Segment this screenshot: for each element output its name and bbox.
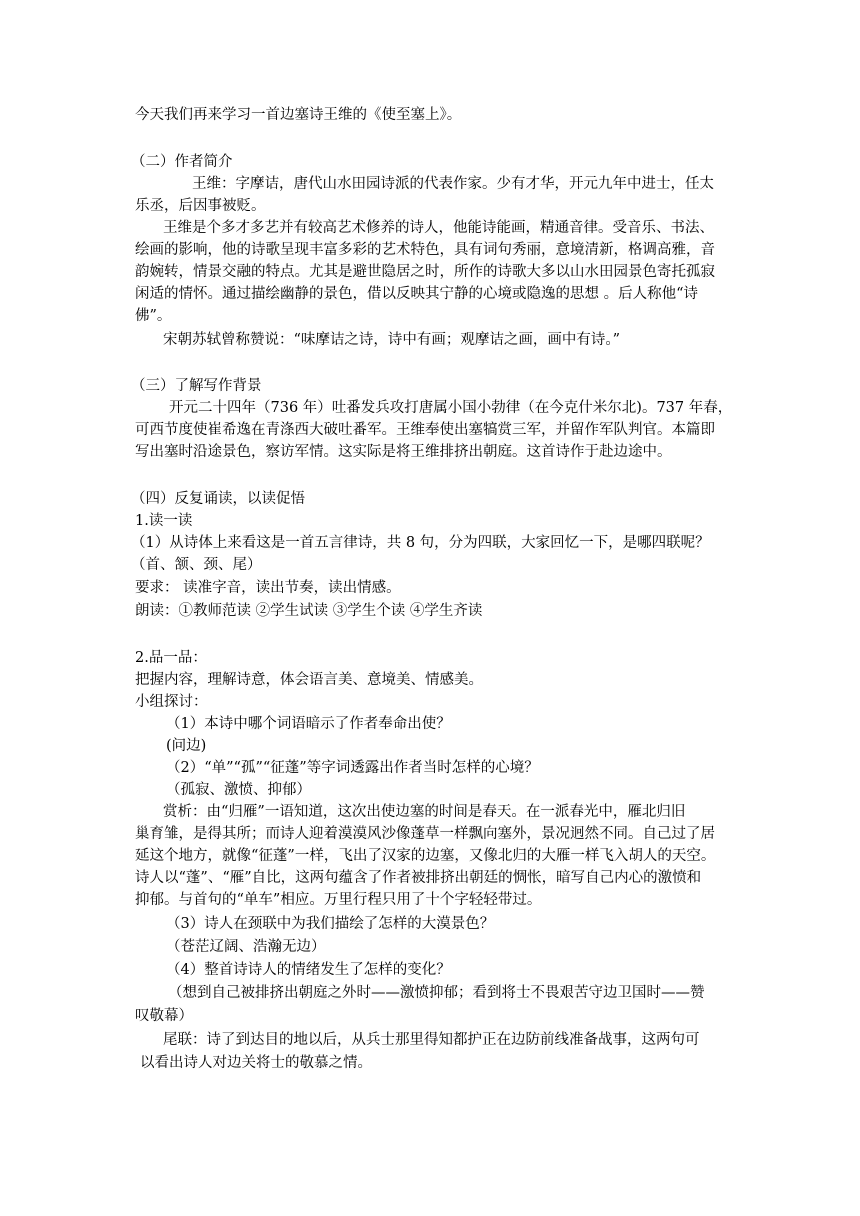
section-3-heading: （三）了解写作背景 <box>131 378 262 394</box>
author-style-line: 绘画的影响，他的诗歌呈现丰富多彩的艺术特色，具有词句秀丽，意境清新，格调高雅，音 <box>135 242 715 258</box>
analysis-line: 诗人以“蓬”、“雁”自比，这两句蕴含了作者被排挤出朝廷的惆怅，暗写自己内心的激愤和 <box>135 870 702 886</box>
section-4-heading: （四）反复诵读，以读促悟 <box>131 491 305 507</box>
author-style-line: 王维是个多才多艺并有较高艺术修养的诗人，他能诗能画，精通音律。受音乐、书法、 <box>163 220 714 236</box>
su-shi-quote: 宋朝苏轼曾称赞说：“味摩诘之诗，诗中有画；观摩诘之画，画中有诗。” <box>163 332 621 348</box>
background-line: 写出塞时沿途景色，察访军情。这实际是将王维排挤出朝庭。这首诗作于赴边途中。 <box>135 444 672 460</box>
author-intro-line: 乐丞，后因事被贬。 <box>135 198 266 214</box>
section-2-heading: （二）作者简介 <box>131 154 233 170</box>
question-4: （4）整首诗诗人的情绪发生了怎样的变化？ <box>166 962 451 978</box>
intro-text: 今天我们再来学习一首边塞诗王维的《使至塞上》。 <box>135 107 462 123</box>
read-requirement: 要求： 读准字音，读出节奏，读出情感。 <box>135 580 401 596</box>
analysis-line: 延这个地方，就像“征蓬”一样，飞出了汉家的边塞，又像北归的大雁一样飞入胡人的天空。 <box>135 848 716 864</box>
author-style-line: 佛”。 <box>135 308 172 324</box>
read-answer: （首、颔、颈、尾） <box>131 557 262 573</box>
background-line: 可西节度使崔希逸在青涤西大破吐番军。王维奉使出塞犒赏三军，并留作军队判官。本篇即 <box>135 422 715 438</box>
taste-title: 2.品一品： <box>135 650 207 666</box>
read-question: （1）从诗体上来看这是一首五言律诗，共 8 句，分为四联，大家回忆一下，是哪四联呢？ <box>131 535 710 551</box>
taste-goal: 把握内容，理解诗意，体会语言美、意境美、情感美。 <box>135 672 483 688</box>
answer-4-line: 叹敬幕） <box>135 1008 193 1024</box>
answer-4-line: （想到自己被排挤出朝庭之外时——激愤抑郁；看到将士不畏艰苦守边卫国时——赞 <box>168 985 705 1001</box>
author-style-line: 韵婉转，情景交融的特点。尤其是避世隐居之时，所作的诗歌大多以山水田园景色寄托孤寂 <box>135 264 715 280</box>
group-discussion-label: 小组探讨： <box>135 694 208 710</box>
analysis-line: 赏析：由“归雁”一语知道，这次出使边塞的时间是春天。在一派春光中，雁北归旧 <box>163 804 686 820</box>
analysis-line: 抑郁。与首句的“单车”相应。万里行程只用了十个字轻轻带过。 <box>135 892 542 908</box>
question-2: （2）“单”“孤”“征蓬”等字词透露出作者当时怎样的心境？ <box>166 760 539 776</box>
answer-2: （孤寂、激愤、抑郁） <box>166 782 311 798</box>
author-intro-line: 王维：字摩诘，唐代山水田园诗派的代表作家。少有才华，开元九年中进士，任太 <box>192 176 714 192</box>
tail-couplet-line: 以看出诗人对边关将士的敬慕之情。 <box>140 1055 372 1071</box>
background-line: 开元二十四年（736 年）吐番发兵攻打唐属小国小勃律（在今克什米尔北)。737 年春， <box>169 400 733 416</box>
recital-steps: 朗读：①教师范读 ②学生试读 ③学生个读 ④学生齐读 <box>135 603 483 619</box>
question-1: （1）本诗中哪个词语暗示了作者奉命出使？ <box>166 716 451 732</box>
analysis-line: 巢育雏，是得其所；而诗人迎着漠漠风沙像蓬草一样飘向塞外，景况迥然不同。自己过了居 <box>135 826 715 842</box>
question-3: （3）诗人在颈联中为我们描绘了怎样的大漠景色？ <box>166 916 495 932</box>
answer-1: (问边) <box>166 738 207 754</box>
read-title: 1.读一读 <box>135 513 193 529</box>
answer-3: （苍茫辽阔、浩瀚无边） <box>166 939 326 955</box>
tail-couplet-line: 尾联：诗了到达目的地以后，从兵士那里得知都护正在边防前线准备战事，这两句可 <box>163 1032 700 1048</box>
author-style-line: 闲适的情怀。通过描绘幽静的景色，借以反映其宁静的心境或隐逸的思想 。后人称他“诗 <box>135 286 699 302</box>
